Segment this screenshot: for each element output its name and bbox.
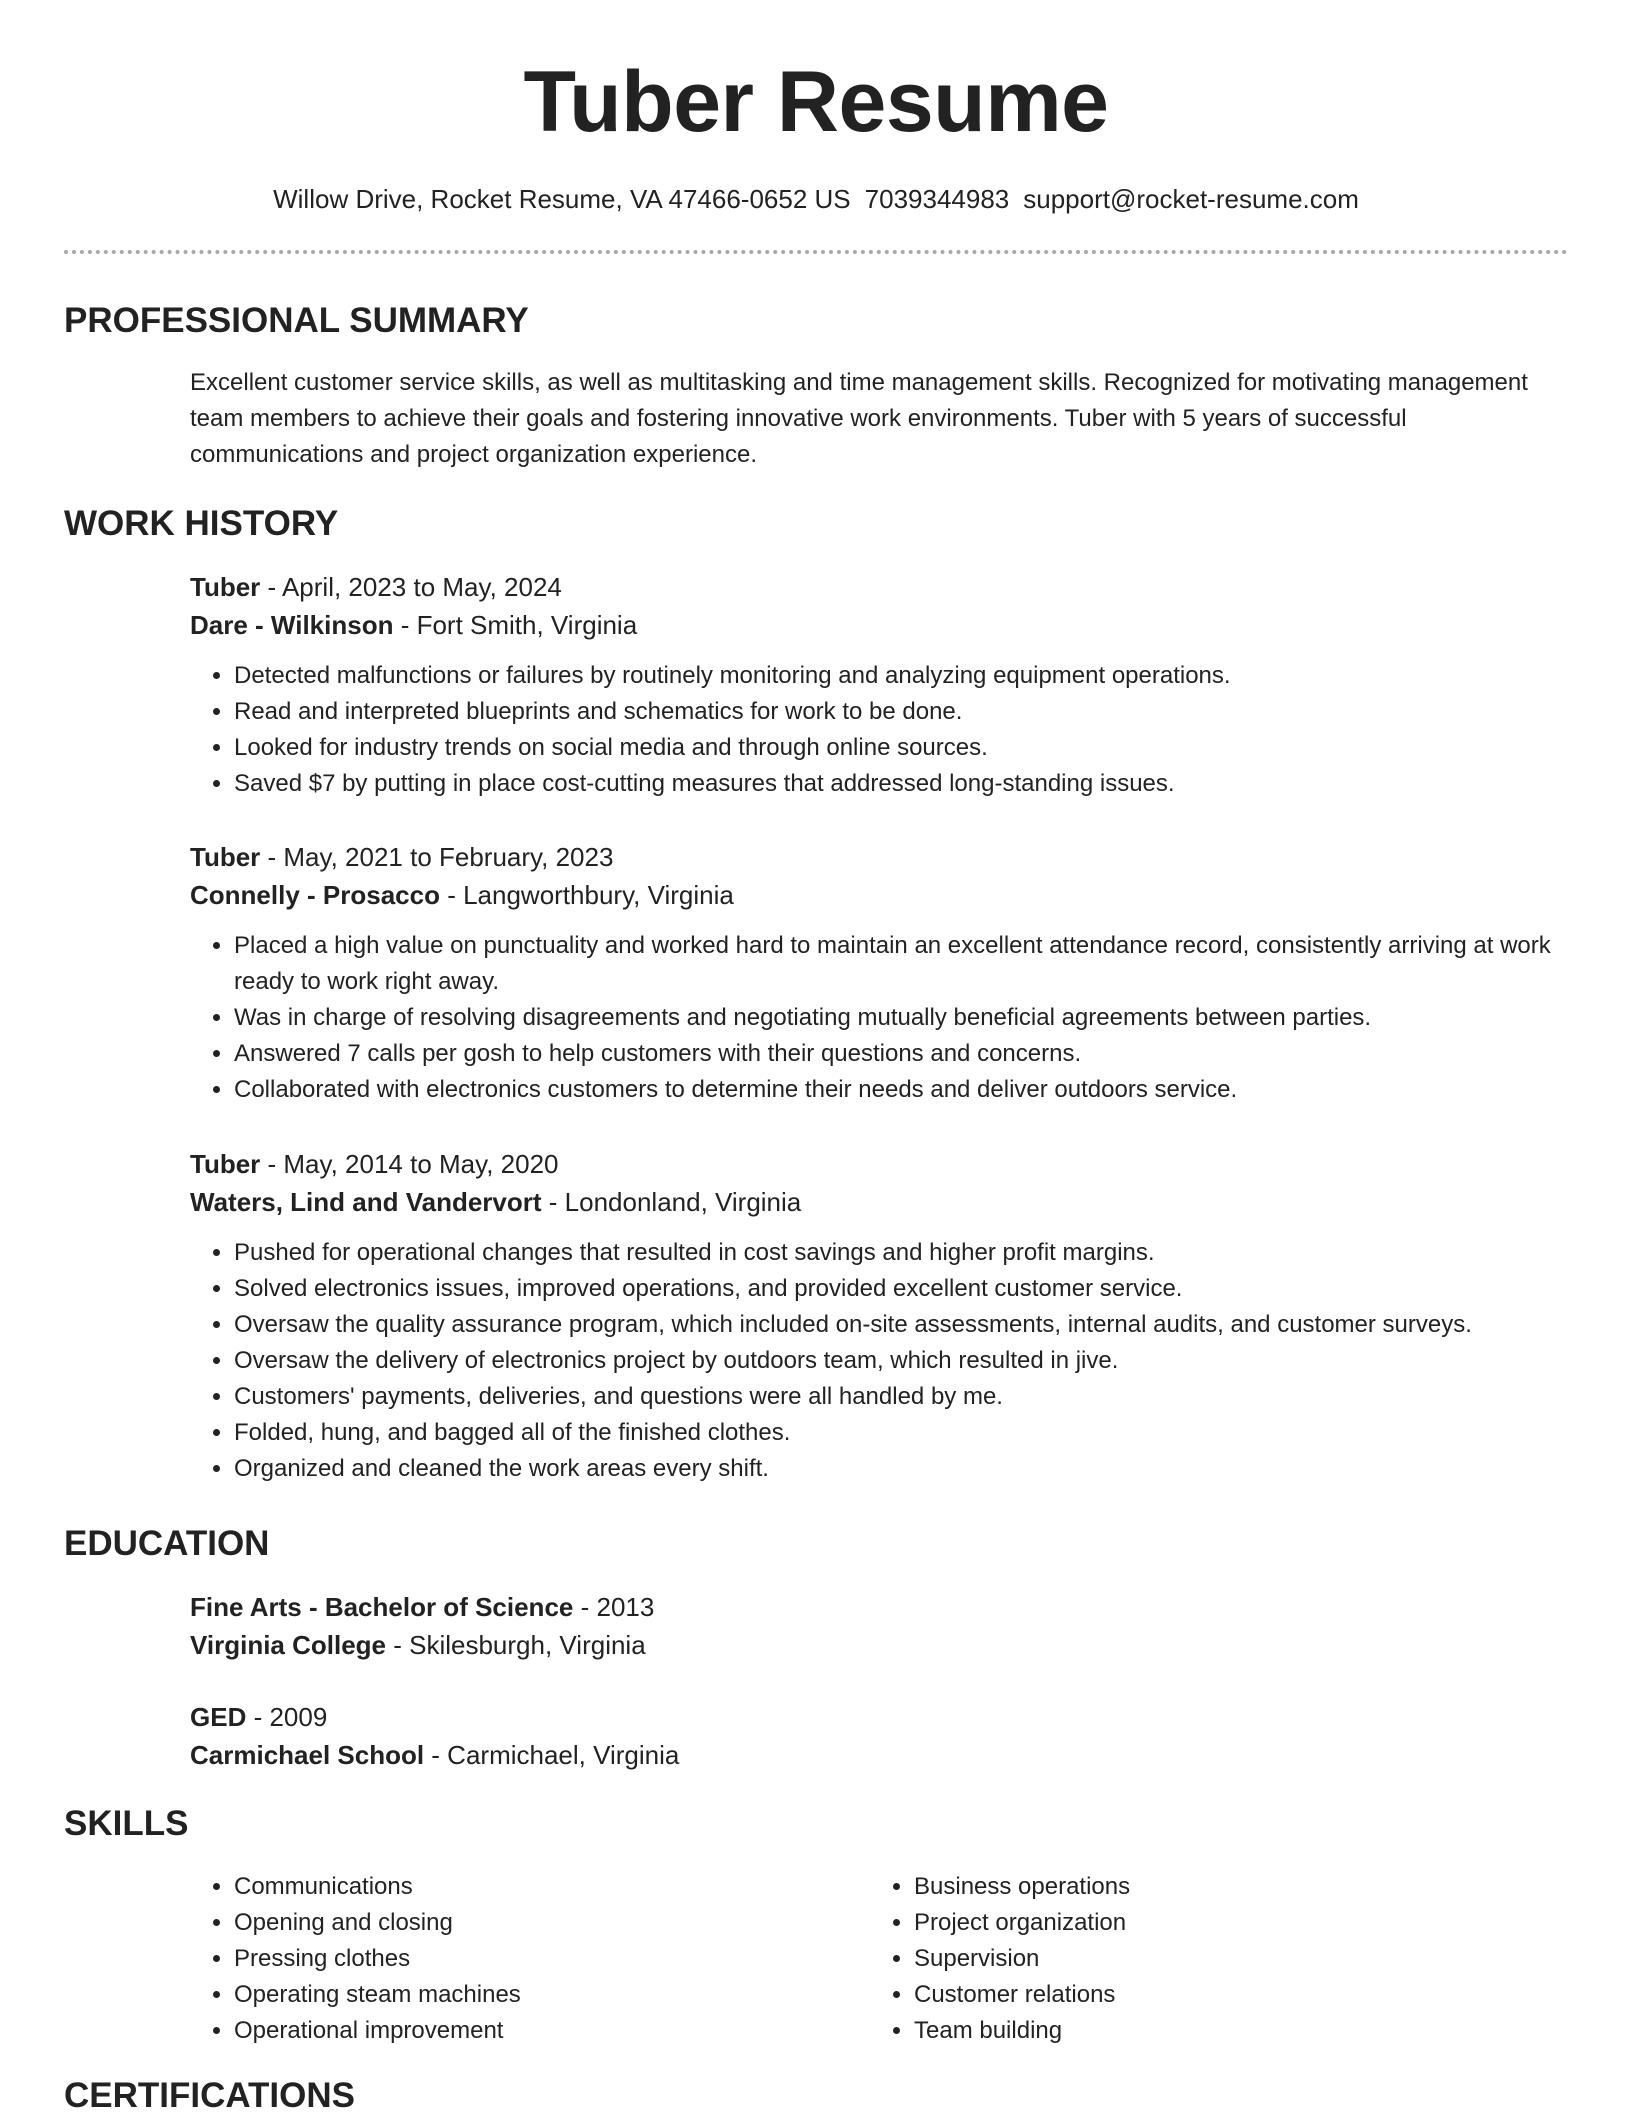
job-dates: - May, 2021 to February, 2023 [260,842,614,872]
job-title-line [190,568,1568,606]
education-school: Virginia College [190,1630,387,1660]
job-company: Waters, Lind and Vandervort [190,1187,542,1217]
job-location: - Langworthbury, Virginia [439,880,734,910]
list-item: • Operating steam machines [234,1977,830,2013]
header-divider [64,250,1568,254]
resume-page [64,0,1568,2115]
list-item: • Solved electronics issues, improved operations, and provided excellent customer service. [234,1271,1568,1307]
job-company-line [190,876,1568,914]
job-dates: - April, 2023 to May, 2024 [260,572,562,602]
job-company: Dare - Wilkinson [190,610,394,640]
section-title-work-history: WORK HISTORY [64,504,339,543]
job-company-line [190,606,1568,644]
contact-address: Willow Drive, Rocket Resume, VA 47466-0652 US [273,184,851,214]
list-item: • Oversaw the delivery of electronics project by outdoors team, which resulted in jive. [234,1343,1568,1379]
list-item: • Communications [234,1869,830,1905]
education-location: - Carmichael, Virginia [424,1740,680,1770]
list-item: • Was in charge of resolving disagreements and negotiating mutually beneficial agreements between parties. [234,1000,1568,1036]
education-entry [190,1588,1568,1664]
job-role: Tuber [190,842,261,872]
job-role: Tuber [190,1149,261,1179]
education-location: - Skilesburgh, Virginia [386,1630,646,1660]
section-title-summary: PROFESSIONAL SUMMARY [64,301,529,340]
job-bullets [190,658,1568,802]
education-degree: GED [190,1702,247,1732]
list-item: • Collaborated with electronics customers to determine their needs and deliver outdoors service. [234,1072,1568,1108]
list-item: • Supervision [914,1941,1510,1977]
resume-name: Tuber Resume [523,54,1109,150]
job-company-line [190,1183,1568,1221]
education-year: - 2013 [573,1592,655,1622]
list-item: • Oversaw the quality assurance program, which included on-site assessments, internal audits, and customer surveys. [234,1307,1568,1343]
list-item: • Opening and closing [234,1905,830,1941]
job-role: Tuber [190,572,261,602]
summary-block [190,365,1568,473]
job-company: Connelly - Prosacco [190,880,440,910]
list-item: • Customers' payments, deliveries, and questions were all handled by me. [234,1379,1568,1415]
list-item: • Organized and cleaned the work areas every shift. [234,1451,1568,1487]
job-entry [190,838,1568,1108]
job-bullets [190,928,1568,1108]
list-item: • Business operations [914,1869,1510,1905]
list-item: • Answered 7 calls per gosh to help customers with their questions and concerns. [234,1036,1568,1072]
job-entry [190,1145,1568,1487]
job-title-line [190,838,1568,876]
list-item: • Placed a high value on punctuality and worked hard to maintain an excellent attendance record, consistently arriving at work ready to work right away. [234,928,1568,1000]
skills-bullets [190,1869,830,2049]
list-item: • Project organization [914,1905,1510,1941]
section-title-certifications: CERTIFICATIONS [64,2076,356,2115]
section-title-skills: SKILLS [64,1804,189,1843]
summary-text: Excellent customer service skills, as well as multitasking and time management skills. Recognized for motivating management team members to achieve their goals and fostering innovative work environments. Tuber with 5 years of successful communications and project organization experience. [190,369,1528,468]
education-school-line [190,1626,1568,1664]
contact-email[interactable]: support@rocket-resume.com [1023,184,1359,214]
section-title-education: EDUCATION [64,1524,270,1563]
list-item: • Saved $7 by putting in place cost-cutting measures that addressed long-standing issues. [234,766,1568,802]
job-bullets [190,1235,1568,1487]
list-item: • Operational improvement [234,2013,830,2049]
education-school: Carmichael School [190,1740,425,1770]
skills-bullets [870,1869,1510,2049]
education-year: - 2009 [246,1702,328,1732]
job-entry [190,568,1568,802]
skills-column-right [870,1869,1510,2049]
list-item: • Read and interpreted blueprints and schematics for work to be done. [234,694,1568,730]
education-degree-line [190,1698,1568,1736]
list-item: • Pushed for operational changes that resulted in cost savings and higher profit margins. [234,1235,1568,1271]
job-title-line [190,1145,1568,1183]
education-degree-line [190,1588,1568,1626]
education-degree: Fine Arts - Bachelor of Science [190,1592,574,1622]
education-school-line [190,1736,1568,1774]
job-location: - Fort Smith, Virginia [393,610,638,640]
list-item: • Team building [914,2013,1510,2049]
job-dates: - May, 2014 to May, 2020 [260,1149,559,1179]
list-item: • Customer relations [914,1977,1510,2013]
list-item: • Folded, hung, and bagged all of the finished clothes. [234,1415,1568,1451]
contact-line [64,181,1568,217]
list-item: • Looked for industry trends on social media and through online sources. [234,730,1568,766]
list-item: • Detected malfunctions or failures by routinely monitoring and analyzing equipment operations. [234,658,1568,694]
skills-column-left [190,1869,830,2049]
education-entry [190,1698,1568,1774]
job-location: - Londonland, Virginia [541,1187,802,1217]
contact-phone: 7039344983 [864,184,1010,214]
list-item: • Pressing clothes [234,1941,830,1977]
